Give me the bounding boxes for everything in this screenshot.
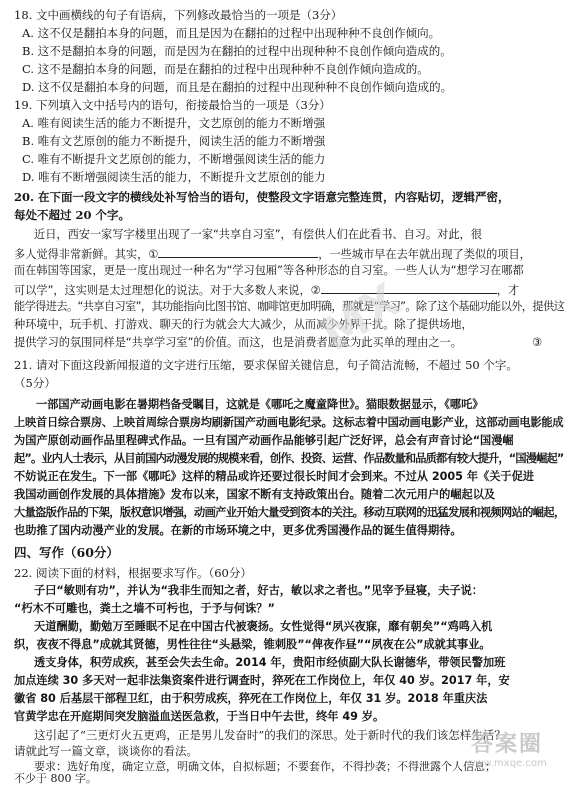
q20-passage-line5: 能学得进去。“共享自习室”，其功能指向比图书馆、咖啡馆更加明确，那就是“学习”。除了这个基础功能以外，提供这	[14, 300, 565, 313]
q21-passage-line7: 大量盗版作品的下架，版权意识增强，动画产业开始大量受到资本的关注。移动互联网的迅猛发展和视频网站的崛起，	[14, 506, 565, 519]
q19-stem: 19. 下列填入文中括号内的语句，衔接最恰当的一项是（3分）	[14, 98, 331, 112]
q21-passage-line3: 为国产原创动画作品里程碑式作品。一旦有国产动画作品能够引起广泛好评，总会有声音讨论“国漫崛	[14, 434, 514, 447]
watermark: MX	[311, 272, 410, 362]
q18-option-a: A. 这不仅是翻拍本身的问题，而且是因为在翻拍的过程中出现种种不良创作倾向。	[22, 26, 441, 40]
q20-passage-text: 多人觉得非常新鲜。其实，①	[14, 248, 159, 261]
q20-passage-line7: 提供学习的氛围同样是“共享学习室”的价值。而这，也是消费者愿意为此买单的理由之一。	[14, 336, 462, 349]
q21-stem-line1: 21. 请对下面这段新闻报道的文字进行压缩，要求保留关键信息，句子简洁流畅，不超过 50 个字。	[14, 358, 518, 372]
q21-passage-line6: 我国动画创作发展的具体措施》发布以来，国家不断有支持政策出台。随着二次元用户的崛起以及	[14, 488, 496, 501]
q20-stem-line2: 每处不超过 20 个字。	[14, 208, 131, 222]
q22-material-line8: 官黄学忠在开庭期间突发脑溢血送医急救，于当日中午去世，终年 49 岁。	[14, 710, 385, 723]
q22-material-line4: 织，夜夜不得息”成就其贤德，男性往往“头悬梁，锥刺股”“俾夜作昼”“夙夜在公”成就其事业。	[14, 638, 491, 651]
section-heading: 四、写作（60分）	[14, 545, 119, 560]
q20-stem-line1: 20. 在下面一段文字的横线处补写恰当的语句，使整段文字语意完整连贯，内容贴切，逻辑严密，	[14, 190, 510, 204]
q18-option-c: C. 这不是翻拍本身的问题，而是在翻拍的过程中出现种种不良创作倾向造成的。	[22, 62, 429, 76]
q18-option-d: D. 这不仅是翻拍本身的问题，而且是在翻拍的过程中出现种种不良创作倾向造成的。	[22, 80, 453, 94]
q20-passage-line3: 而在韩国等国家，更是一度出现过一种名为“学习包厢”等各种形态的自习室。一些人认为“想学习在哪都	[14, 264, 524, 277]
q19-option-d: D. 唯有不断增强阅读生活的能力，不断提升文艺原创的能力	[22, 170, 326, 184]
q22-material-line6: 加点连续 30 多天对一起非法集资案件进行调查时，猝死在工作岗位上，年仅 40 岁。2017 年，安	[14, 674, 510, 687]
blank-1	[158, 246, 318, 258]
q22-material-line2: “朽木不可雕也，粪土之墙不可杇也，于予与何诛？”	[14, 602, 275, 615]
q21-stem-line2: （5分）	[14, 376, 56, 390]
q22-prompt-line2: 请就此写一篇文章，谈谈你的看法。	[14, 744, 198, 758]
q20-passage-text: ，才	[496, 284, 520, 297]
watermark-url: www.mxqe.com	[467, 758, 547, 769]
q22-prompt-line1: 这引起了“三更灯火五更鸡，正是男儿发奋时”的我们的深思。处于新时代的我们该怎样生活？	[34, 728, 506, 742]
q21-passage-line5: 不妨说正在发生。下一部《哪吒》这样的精品或许还要过很长时间才会到来。不过从 2005 年《关于促进	[14, 470, 534, 483]
q21-passage-line2: 上映首日综合票房、上映首周综合票房均刷新国产动画电影纪录。这标志着中国动画电影产业，这部动画电影能成	[14, 416, 564, 429]
q22-material-line1: 子曰“敏则有功”，并认为“我非生而知之者，好古，敏以求之者也。”见宰予昼寝，夫子说：	[34, 584, 483, 597]
blank-3-mark: ③	[532, 336, 543, 349]
q19-option-c: C. 唯有不断提升文艺原创的能力，不断增强阅读生活的能力	[22, 152, 326, 166]
watermark-logo-text: 答案圈	[470, 732, 543, 757]
q21-passage-line4: 起”。业内人士表示，从目前国内动漫发展的规模来看，创作、投资、运营、作品数量和品质都有较大提升，“国漫崛起”	[14, 452, 564, 465]
q18-stem: 18. 文中画横线的句子有语病，下列修改最恰当的一项是（3分）	[14, 8, 343, 22]
q18-option-b: B. 这不是翻拍本身的问题，而是因为在翻拍的过程中出现种种不良创作倾向造成的。	[22, 44, 452, 58]
q21-passage-line8: 也助推了国内动漫产业的发展。在新的市场环境之中，更多优秀国漫作品的诞生值得期待。	[14, 524, 462, 537]
q20-passage-text: 可以学”，这实则是太过理想化的说法。对于大多数人来说，②	[14, 284, 321, 297]
q22-word-count: 不少于 800 字。	[14, 772, 97, 785]
q22-material-line3: 天道酬勤，勤勉万至睡眠不足在中国古代被褒扬。女性觉得“夙兴夜寐，靡有朝矣”“鸡鸣入机	[34, 620, 493, 633]
q19-option-b: B. 唯有文艺原创的能力不断提升，阅读生活的能力不断增强	[22, 134, 326, 148]
q20-passage-line2	[14, 246, 531, 262]
q20-passage-text: ，一些城市早在去年就出现了类似的项目，	[318, 248, 531, 261]
q20-passage-line1: 近日，西安一家写字楼里出现了一家“共享自习室”，有偿供人们在此看书、自习。对此，很	[34, 228, 482, 241]
watermark-logo	[452, 732, 562, 776]
q20-passage-line4	[14, 282, 519, 298]
q22-material-line5: 透支身体，积劳成疾，甚至会失去生命。2014 年，贵阳市经侦副大队长谢德华，带领民警加班	[34, 656, 506, 669]
q22-stem: 22. 阅读下面的材料，根据要求写作。（60分）	[14, 566, 252, 580]
q20-passage-line6: 种环境中，玩手机、打游戏、聊天的行为就会大大减少，从而减少外界干扰。除了提供场地，	[14, 318, 473, 331]
q19-option-a: A. 唯有阅读生活的能力不断提升，文艺原创的能力不断增强	[22, 116, 326, 130]
q22-requirements: 要求：选好角度，确定立意，明确文体，自拟标题；不要套作，不得抄袭；不得泄露个人信息；	[34, 760, 496, 773]
q21-passage-line1: 一部国产动画电影在暑期档备受瞩目，这就是《哪吒之魔童降世》。猫眼数据显示，《哪吒》	[36, 398, 484, 411]
q22-material-line7: 徽省 80 后基层干部程卫红，由于积劳成疾，猝死在工作岗位上，年仅 31 岁。2018 年重庆法	[14, 692, 488, 705]
